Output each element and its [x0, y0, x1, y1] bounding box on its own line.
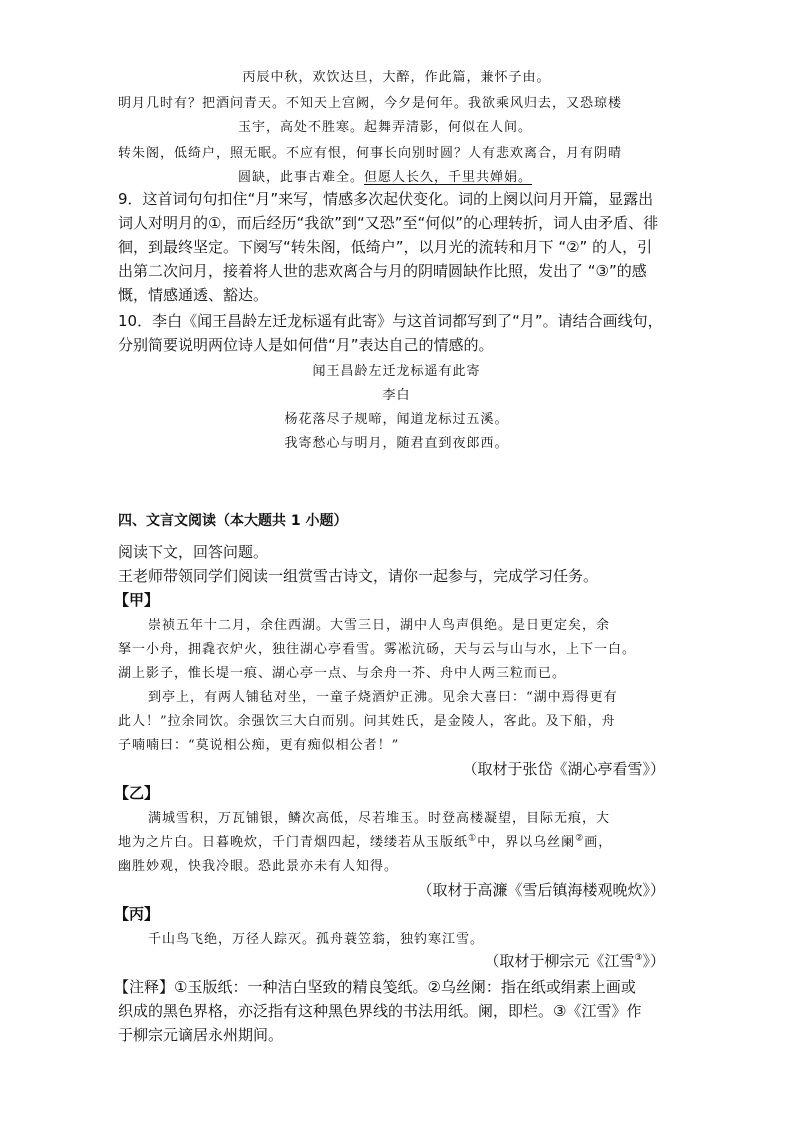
q9-line-2: 词人对明月的①，而后经历“我欲”到“又恐”至“何似”的心理转折，词人由矛盾、徘 — [118, 214, 659, 232]
jia-line-2: 拏一小舟，拥毳衣炉火，独往湖心亭看雪。雾凇沆砀，天与云与山与水，上下一白。 — [118, 642, 637, 657]
yi-line-3: 幽胜妙观，快我冷眼。恐此景亦未有人知得。 — [118, 859, 399, 874]
bing-source — [484, 950, 665, 971]
yi-line-2-part-a: 地为之片白。日暮晚炊，千门青烟四起，缕缕若从玉版纸 — [118, 835, 469, 850]
poem-line-3: 转朱阁，低绮户，照无眠。不应有恨，何事长向别时圆？人有悲欢离合，月有阴晴 — [118, 146, 623, 161]
poem-preface: 丙辰中秋，欢饮达旦，大醉，作此篇，兼怀子由。 — [242, 70, 551, 85]
jia-line-5: 此人！”拉余同饮。余强饮三大白而别。问其姓氏，是金陵人，客此。及下船，舟 — [118, 714, 616, 729]
section-4-intro-2: 王老师带领同学们阅读一组赏雪古诗文，请你一起参与，完成学习任务。 — [118, 567, 599, 585]
section-4-heading: 四、文言文阅读（本大题共 1 小题） — [118, 513, 348, 529]
bing-line-1: 千山鸟飞绝，万径人踪灭。孤舟蓑笠翁，独钓寒江雪。 — [148, 932, 485, 947]
notes-line-3: 于柳宗元谪居永州期间。 — [118, 1026, 284, 1044]
jia-line-1: 崇祯五年十二月，余住西湖。大雪三日，湖中人鸟声俱绝。是日更定矣，余 — [148, 618, 611, 633]
poem-underlined-line: 但愿人长久，千里共婵娟。 — [364, 170, 533, 185]
q10-poem-title: 闻王昌龄左迁龙标遥有此寄 — [312, 364, 481, 379]
note-marker-2: ② — [575, 833, 585, 844]
q10-line-2: 分别简要说明两位诗人是如何借“月”表达自己的情感的。 — [118, 336, 494, 354]
yi-line-2-part-c: 画， — [584, 835, 613, 850]
jia-label: 【甲】 — [114, 591, 160, 609]
jia-line-4: 到亭上，有两人铺毡对坐，一童子烧酒炉正沸。见余大喜曰：“湖中焉得更有 — [148, 690, 618, 705]
q10-poem-line-1: 杨花落尽子规啼，闻道龙标过五溪。 — [284, 412, 509, 427]
section-4-intro-1: 阅读下文，回答问题。 — [118, 543, 269, 561]
bing-source-part-a: （取材于柳宗元《江雪 — [484, 952, 635, 970]
jia-source: （取材于张岱《湖心亭看雪》） — [462, 760, 665, 778]
poem-line-4-text: 圆缺，此事古难全。 — [238, 170, 365, 185]
note-marker-3: ③ — [634, 953, 643, 963]
q9-line-1: 9．这首词句句扣住“月”来写，情感多次起伏变化。词的上阕以问月开篇，显露出 — [118, 190, 654, 208]
q9-line-4: 出第二次问月，接着将人世的悲欢离合与月的阴晴圆缺作比照，发出了 “③”的感 — [118, 262, 647, 280]
bing-source-part-b: 》） — [642, 952, 665, 970]
notes-line-1: 【注释】①玉版纸：一种洁白坚致的精良笺纸。②乌丝阑：指在纸或绢素上画或 — [114, 978, 636, 996]
yi-source: （取材于高濂《雪后镇海楼观晚炊》） — [417, 881, 665, 899]
q10-poem-author: 李白 — [382, 388, 411, 403]
yi-line-2 — [118, 831, 612, 850]
yi-line-1: 满城雪积，万瓦铺银，鳞次高低，尽若堆玉。时登高楼凝望，目际无痕，大 — [148, 811, 611, 826]
yi-label: 【乙】 — [114, 784, 160, 802]
poem-line-1: 明月几时有？把酒问青天。不知天上宫阙，今夕是何年。我欲乘风归去，又恐琼楼 — [118, 96, 623, 111]
bing-label: 【丙】 — [114, 905, 160, 923]
jia-line-3: 湖上影子，惟长堤一痕、湖心亭一点、与余舟一芥、舟中人两三粒而已。 — [118, 666, 567, 681]
q9-line-5: 慨，情感通透、豁达。 — [118, 286, 269, 304]
jia-line-6: 子喃喃曰：“莫说相公痴，更有痴似相公者！” — [118, 738, 400, 753]
poem-line-2: 玉宇，高处不胜寒。起舞弄清影，何似在人间。 — [238, 120, 533, 135]
q10-poem-line-2: 我寄愁心与明月，随君直到夜郎西。 — [284, 436, 509, 451]
poem-line-4 — [238, 166, 532, 185]
q9-line-3: 徊，到最终坚定。下阕写“转朱阁，低绮户”，以月光的流转和月下 “②” 的人，引 — [118, 238, 653, 256]
note-marker-1: ① — [468, 833, 478, 844]
yi-line-2-part-b: 中，界以乌丝阑 — [477, 835, 576, 850]
notes-line-2: 织成的黑色界格，亦泛指有这种黑色界线的书法用纸。阑，即栏。③《江雪》作 — [118, 1002, 642, 1020]
q10-line-1: 10．李白《闻王昌龄左迁龙标遥有此寄》与这首词都写到了“月”。请结合画线句， — [118, 312, 663, 330]
